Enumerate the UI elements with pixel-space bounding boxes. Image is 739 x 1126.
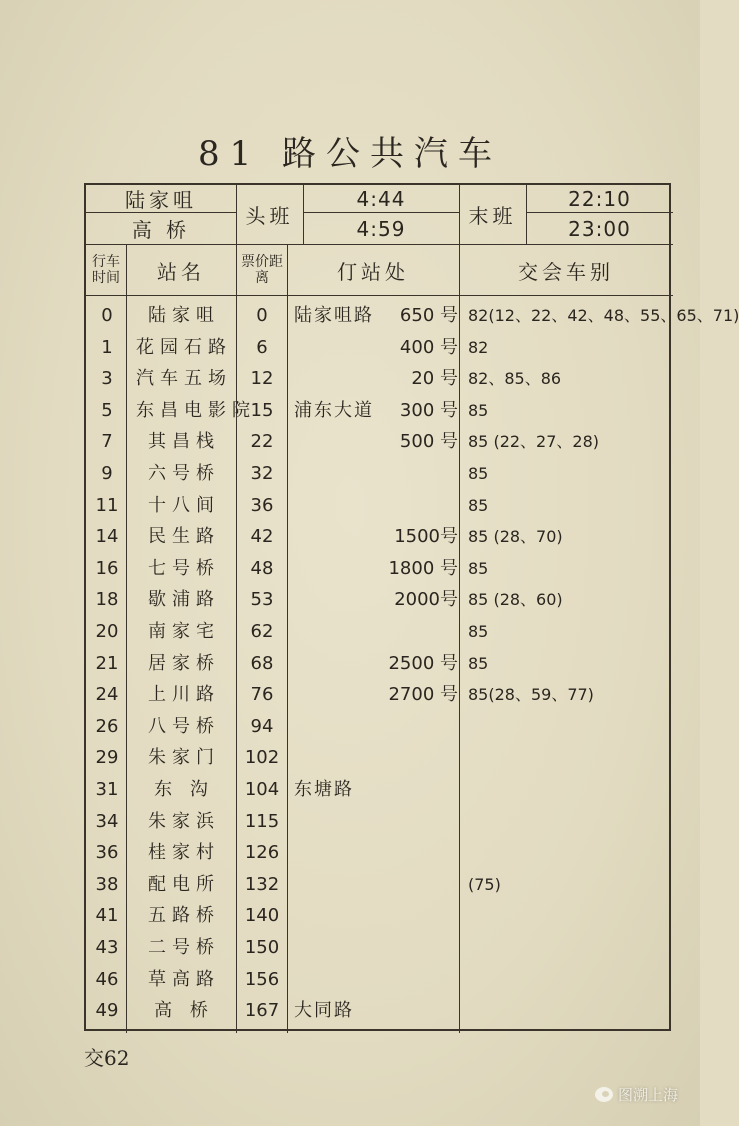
table-row (86, 869, 673, 900)
row-stop-road (294, 458, 384, 489)
row-transfer: 85 (468, 464, 489, 483)
row-time: 26 (95, 715, 119, 737)
timetable (84, 183, 739, 1031)
table-row (86, 584, 673, 615)
row-station: 花园石路 (136, 336, 232, 358)
row-station: 二号桥 (148, 937, 220, 958)
row-stop-number: 2700 号 (388, 684, 458, 706)
row-fare-distance: 140 (244, 905, 280, 927)
row-time: 29 (95, 747, 119, 769)
row-stop-road (294, 521, 384, 552)
row-station: 汽车五场 (136, 368, 232, 390)
page-number: 交62 (84, 1046, 130, 1070)
table-row (86, 995, 673, 1026)
row-transfer (468, 900, 673, 931)
row-time: 36 (95, 842, 119, 864)
row-transfer: 85 (468, 653, 489, 673)
row-station: 其昌栈 (148, 431, 220, 453)
row-stop-road (294, 553, 384, 584)
table-row (86, 363, 673, 394)
row-stop-number: 2000号 (394, 589, 458, 611)
row-stop-road: 东塘路 (294, 779, 354, 800)
row-stop-number (376, 837, 458, 868)
row-stop-number (376, 995, 458, 1026)
column-header-transfer: 交会车别 (518, 259, 614, 284)
row-stop-road (294, 837, 384, 868)
row-stop-number: 20 号 (411, 368, 458, 390)
table-row (86, 900, 673, 931)
row-fare-distance: 102 (244, 747, 280, 769)
row-stop-road (294, 490, 384, 521)
row-fare-distance: 76 (250, 684, 274, 706)
row-transfer: 85 (468, 495, 489, 515)
row-time: 24 (95, 684, 119, 706)
row-transfer: 85 (28、60) (468, 590, 563, 610)
row-stop-road: 大同路 (294, 1000, 354, 1022)
row-fare-distance: 15 (250, 399, 274, 421)
row-fare-distance: 167 (244, 1000, 280, 1022)
row-stop-number (376, 932, 458, 963)
row-fare-distance: 53 (250, 589, 274, 611)
end-station: 高 桥 (131, 218, 191, 242)
row-station: 民生路 (148, 526, 220, 548)
row-time: 1 (101, 336, 113, 358)
row-transfer (468, 806, 673, 837)
table-row (86, 458, 673, 489)
table-row (86, 711, 673, 742)
row-time: 41 (95, 905, 119, 927)
row-station: 东 沟 (154, 779, 214, 800)
row-transfer: 85 (28、70) (468, 527, 563, 547)
row-fare-distance: 6 (256, 336, 268, 358)
row-station: 六号桥 (148, 463, 220, 484)
watermark (595, 1084, 678, 1105)
row-fare-distance: 22 (250, 431, 274, 453)
row-stop-number (376, 616, 458, 647)
row-station: 朱家浜 (148, 810, 220, 832)
row-transfer (468, 774, 673, 805)
row-transfer: 85 (468, 400, 489, 420)
table-row (86, 395, 673, 426)
row-stop-road (294, 332, 384, 363)
row-time: 3 (101, 368, 113, 390)
row-time: 11 (95, 494, 119, 516)
first-bus-time-1: 4:44 (356, 186, 406, 211)
row-stop-number: 1800 号 (388, 557, 458, 579)
table-row (86, 932, 673, 963)
row-fare-distance: 94 (250, 715, 274, 737)
page-title: 81 路公共汽车 (197, 134, 503, 174)
divider (86, 295, 673, 296)
watermark-text: 图溯上海 (617, 1086, 678, 1104)
row-fare-distance: 156 (244, 968, 280, 990)
row-transfer: 85 (468, 622, 489, 641)
row-time: 5 (101, 399, 113, 421)
row-stop-road: 陆家咀路 (294, 305, 374, 326)
row-transfer (468, 837, 673, 868)
row-stop-road (294, 426, 384, 457)
row-fare-distance: 12 (250, 368, 274, 390)
row-station: 歇浦路 (148, 589, 220, 611)
row-stop-number (376, 964, 458, 995)
row-station: 配电所 (148, 873, 220, 895)
row-stop-number (376, 806, 458, 837)
row-time: 7 (101, 431, 113, 453)
row-time: 20 (95, 621, 119, 642)
chat-bubble-icon (595, 1087, 613, 1102)
table-row (86, 426, 673, 457)
row-fare-distance: 36 (250, 494, 274, 516)
row-stop-number (376, 490, 458, 521)
row-fare-distance: 62 (250, 621, 274, 642)
row-stop-number (376, 742, 458, 773)
table-row (86, 616, 673, 647)
row-stop-number (376, 869, 458, 900)
row-stop-road (294, 869, 384, 900)
row-stop-road (294, 742, 384, 773)
column-header-stop: 仃站处 (337, 259, 409, 284)
row-time: 9 (101, 463, 113, 484)
row-stop-road (294, 363, 384, 394)
table-row (86, 332, 673, 363)
row-transfer: 85(28、59、77) (468, 685, 594, 705)
table-row (86, 774, 673, 805)
row-stop-number (376, 900, 458, 931)
row-stop-road (294, 711, 384, 742)
row-fare-distance: 104 (244, 779, 280, 800)
row-fare-distance: 126 (244, 842, 280, 864)
table-row (86, 837, 673, 868)
table-row (86, 742, 673, 773)
row-time: 31 (95, 779, 119, 800)
row-station: 陆家咀 (148, 305, 220, 326)
row-time: 49 (95, 1000, 119, 1022)
table-row (86, 806, 673, 837)
table-row (86, 679, 673, 710)
row-stop-road (294, 584, 384, 615)
start-station: 陆家咀 (125, 188, 197, 212)
row-stop-road (294, 900, 384, 931)
row-station: 高 桥 (154, 1000, 214, 1022)
row-transfer (468, 742, 673, 773)
row-station: 居家桥 (148, 652, 220, 674)
row-fare-distance: 68 (250, 652, 274, 674)
row-station: 上川路 (148, 684, 220, 706)
table-row (86, 300, 739, 331)
row-stop-number (376, 458, 458, 489)
row-stop-road (294, 679, 384, 710)
row-time: 14 (95, 526, 119, 548)
row-stop-number: 500 号 (399, 431, 458, 453)
row-stop-road (294, 648, 384, 679)
row-fare-distance: 48 (250, 557, 274, 579)
column-header-fare: 票价距离 (241, 254, 283, 286)
table-row (86, 964, 673, 995)
row-station: 东昌电影院 (136, 399, 256, 421)
row-time: 43 (95, 937, 119, 958)
row-transfer (468, 995, 673, 1026)
row-transfer (468, 711, 673, 742)
table-row (86, 521, 673, 552)
column-header-time: 行车时间 (92, 254, 120, 286)
row-station: 桂家村 (148, 842, 220, 864)
row-time: 38 (95, 873, 119, 895)
row-stop-number: 650 号 (399, 305, 458, 326)
row-time: 34 (95, 810, 119, 832)
table-row (86, 490, 673, 521)
row-time: 46 (95, 968, 119, 990)
row-stop-number: 400 号 (399, 336, 458, 358)
last-bus-time-1: 22:10 (568, 186, 631, 211)
first-bus-time-2: 4:59 (356, 216, 406, 241)
row-stop-road (294, 806, 384, 837)
row-station: 八号桥 (148, 715, 220, 737)
row-transfer: 82、85、86 (468, 369, 562, 389)
row-station: 草高路 (148, 968, 220, 990)
table-row (86, 648, 673, 679)
row-transfer (468, 964, 673, 995)
row-station: 十八间 (148, 494, 220, 516)
row-stop-number (376, 711, 458, 742)
row-stop-road (294, 932, 384, 963)
row-station: 朱家门 (148, 747, 220, 769)
column-header-station: 站名 (157, 259, 205, 284)
row-transfer: 85 (22、27、28) (468, 432, 600, 452)
row-transfer: 85 (468, 558, 489, 578)
row-transfer (468, 932, 673, 963)
row-stop-number (376, 774, 458, 805)
row-time: 18 (95, 589, 119, 611)
row-stop-number: 300 号 (399, 399, 458, 421)
row-station: 七号桥 (148, 557, 220, 579)
row-transfer: 82(12、22、42、48、55、65、71) (468, 306, 739, 325)
row-time: 0 (101, 305, 113, 326)
row-station: 五路桥 (148, 905, 220, 927)
row-stop-number: 1500号 (394, 526, 458, 548)
row-fare-distance: 42 (250, 526, 274, 548)
row-stop-road (294, 964, 384, 995)
row-fare-distance: 32 (250, 463, 274, 484)
table-row (86, 553, 673, 584)
last-bus-label: 末班 (468, 204, 517, 228)
row-transfer: 82 (468, 337, 489, 357)
row-fare-distance: 150 (244, 937, 280, 958)
row-station: 南家宅 (148, 621, 220, 642)
row-stop-road: 浦东大道 (294, 399, 374, 421)
row-fare-distance: 0 (256, 305, 268, 326)
row-stop-number: 2500 号 (388, 652, 458, 674)
row-time: 16 (95, 557, 119, 579)
row-time: 21 (95, 652, 119, 674)
row-fare-distance: 115 (244, 810, 280, 832)
first-bus-label: 头班 (245, 204, 294, 228)
last-bus-time-2: 23:00 (568, 216, 631, 241)
row-fare-distance: 132 (244, 873, 280, 895)
row-transfer: (75) (468, 874, 501, 894)
row-stop-road (294, 616, 384, 647)
